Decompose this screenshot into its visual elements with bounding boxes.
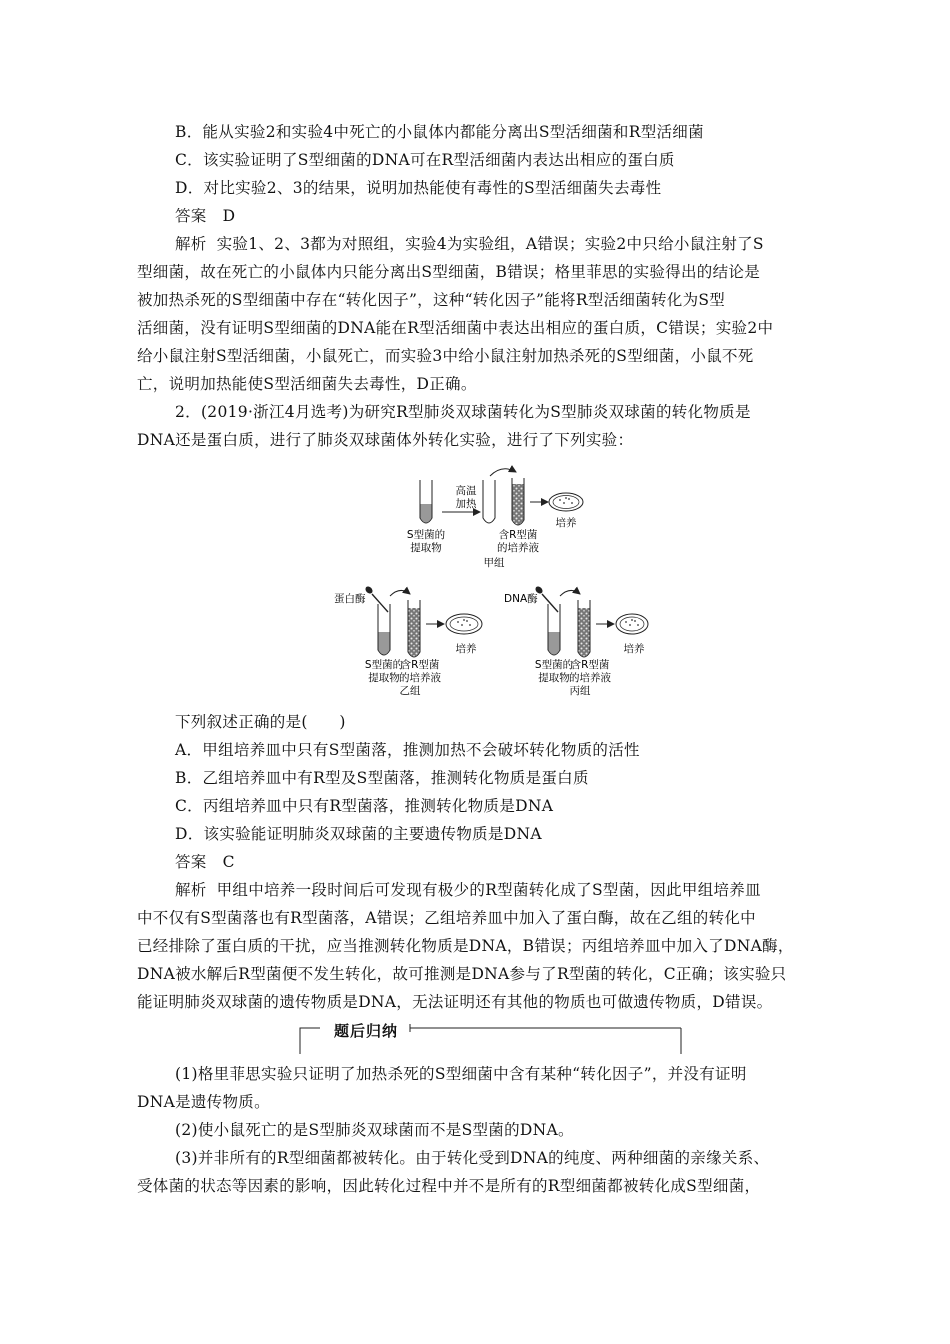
option-a-2: A．甲组培养皿中只有S型菌落，推测加热不会破坏转化物质的活性 <box>175 741 640 759</box>
answer-label: 答案 <box>175 207 207 225</box>
answer-2 <box>175 852 235 872</box>
experiment-figure <box>320 462 650 702</box>
enzyme-label: 蛋白酶 <box>334 593 366 605</box>
dropper <box>542 594 558 612</box>
tube2-label-1: 含R型菌 <box>498 529 538 541</box>
option-d-2: D．该实验能证明肺炎双球菌的主要遗传物质是DNA <box>175 825 542 843</box>
tube1-label-1: S型菌的 <box>534 659 574 671</box>
tube2-label-1: 含R型菌 <box>400 659 440 671</box>
answer-1 <box>175 206 235 226</box>
summary-header <box>298 1024 683 1056</box>
group-c <box>504 585 648 697</box>
curved-arrow <box>560 590 580 596</box>
analysis-2-line: 已经排除了蛋白质的干扰，应当推测转化物质是DNA，B错误；丙组培养皿中加入了DNA酶， <box>137 937 794 955</box>
culture-label: 培养 <box>555 517 577 529</box>
group-label: 丙组 <box>569 685 591 697</box>
analysis-1-line: 被加热杀死的S型细菌中存在“转化因子”，这种“转化因子”能将R型活细菌转化为S型 <box>137 291 726 309</box>
group-b <box>334 585 482 697</box>
analysis-label: 解析 <box>175 235 207 253</box>
tube2-label-1: 含R型菌 <box>570 659 610 671</box>
tube-liquid <box>421 504 432 523</box>
analysis-2-line: 能证明肺炎双球菌的遗传物质是DNA，无法证明还有其他的物质也可做遗传物质，D错误。 <box>137 993 773 1011</box>
option-c-1: C．该实验证明了S型细菌的DNA可在R型活细菌内表达出相应的蛋白质 <box>175 151 675 169</box>
analysis-text: 甲组中培养一段时间后可发现有极少的R型菌转化成了S型菌，因此甲组培养皿 <box>216 881 761 899</box>
analysis-label: 解析 <box>175 881 207 899</box>
option-b-1: B．能从实验2和实验4中死亡的小鼠体内都能分离出S型活细菌和R型活细菌 <box>175 123 704 141</box>
answer-label: 答案 <box>175 853 207 871</box>
option-c-2: C．丙组培养皿中只有R型菌落，推测转化物质是DNA <box>175 797 554 815</box>
tube1-label-2: 提取物 <box>368 672 400 684</box>
summary-line: (3)并非所有的R型细菌都被转化。由于转化受到DNA的纯度、两种细菌的亲缘关系、 <box>175 1149 770 1167</box>
heat-label-2: 加热 <box>455 498 477 510</box>
tube1-label-2: 提取物 <box>410 542 442 554</box>
option-d-1: D．对比实验2、3的结果，说明加热能使有毒性的S型活细菌失去毒性 <box>175 179 662 197</box>
analysis-1-line <box>175 234 764 254</box>
group-a <box>407 469 583 569</box>
group-label: 甲组 <box>483 557 505 569</box>
analysis-2-line: 中不仅有S型菌落也有R型菌落，A错误；乙组培养皿中加入了蛋白酶，故在乙组的转化中 <box>137 909 756 927</box>
tube2-label-2: 的培养液 <box>497 542 539 554</box>
question-2-stem: 下列叙述正确的是( ) <box>175 713 346 731</box>
tube-liquid-dotted <box>513 484 524 525</box>
summary-line: (1)格里菲思实验只证明了加热杀死的S型细菌中含有某种“转化因子”，并没有证明 <box>175 1065 747 1083</box>
test-tube <box>483 480 495 523</box>
analysis-2-line <box>175 880 761 900</box>
analysis-1-line: 亡，说明加热能使S型活细菌失去毒性，D正确。 <box>137 375 477 393</box>
tube1-label-1: S型菌的 <box>364 659 404 671</box>
tube1-label-2: 提取物 <box>538 672 570 684</box>
question-2-line: 2．(2019·浙江4月选考)为研究R型肺炎双球菌转化为S型肺炎双球菌的转化物质是 <box>175 403 751 421</box>
summary-title: 题后归纳 <box>330 1020 402 1041</box>
analysis-text: 实验1、2、3都为对照组，实验4为实验组，A错误；实验2中只给小鼠注射了S <box>216 235 764 253</box>
tube1-label-1: S型菌的 <box>406 529 446 541</box>
answer-value: C <box>222 853 235 871</box>
analysis-1-line: 型细菌，故在死亡的小鼠体内只能分离出S型细菌，B错误；格里菲思的实验得出的结论是 <box>137 263 761 281</box>
summary-line: 受体菌的状态等因素的影响，因此转化过程中并不是所有的R型细菌都被转化成S型细菌， <box>137 1177 761 1195</box>
culture-label: 培养 <box>623 643 645 655</box>
tube2-label-2: 的培养液 <box>399 672 441 684</box>
option-b-2: B．乙组培养皿中有R型及S型菌落，推测转化物质是蛋白质 <box>175 769 589 787</box>
question-2-line: DNA还是蛋白质，进行了肺炎双球菌体外转化实验，进行了下列实验： <box>137 431 634 449</box>
enzyme-label: DNA酶 <box>504 593 538 605</box>
curved-arrow <box>490 469 516 476</box>
analysis-1-line: 给小鼠注射S型活细菌，小鼠死亡，而实验3中给小鼠注射加热杀死的S型细菌，小鼠不死 <box>137 347 754 365</box>
summary-line: (2)使小鼠死亡的是S型肺炎双球菌而不是S型菌的DNA。 <box>175 1121 574 1139</box>
heat-label-1: 高温 <box>455 485 477 497</box>
tube2-label-2: 的培养液 <box>569 672 611 684</box>
culture-label: 培养 <box>455 643 477 655</box>
dropper <box>372 594 388 612</box>
analysis-1-line: 活细菌，没有证明S型细菌的DNA能在R型活细菌中表达出相应的蛋白质，C错误；实验2中 <box>137 319 774 337</box>
analysis-2-line: DNA被水解后R型菌便不发生转化，故可推测是DNA参与了R型菌的转化，C正确；该实验只 <box>137 965 787 983</box>
curved-arrow <box>390 590 410 596</box>
summary-line: DNA是遗传物质。 <box>137 1093 270 1111</box>
answer-value: D <box>222 207 236 225</box>
group-label: 乙组 <box>399 685 421 697</box>
